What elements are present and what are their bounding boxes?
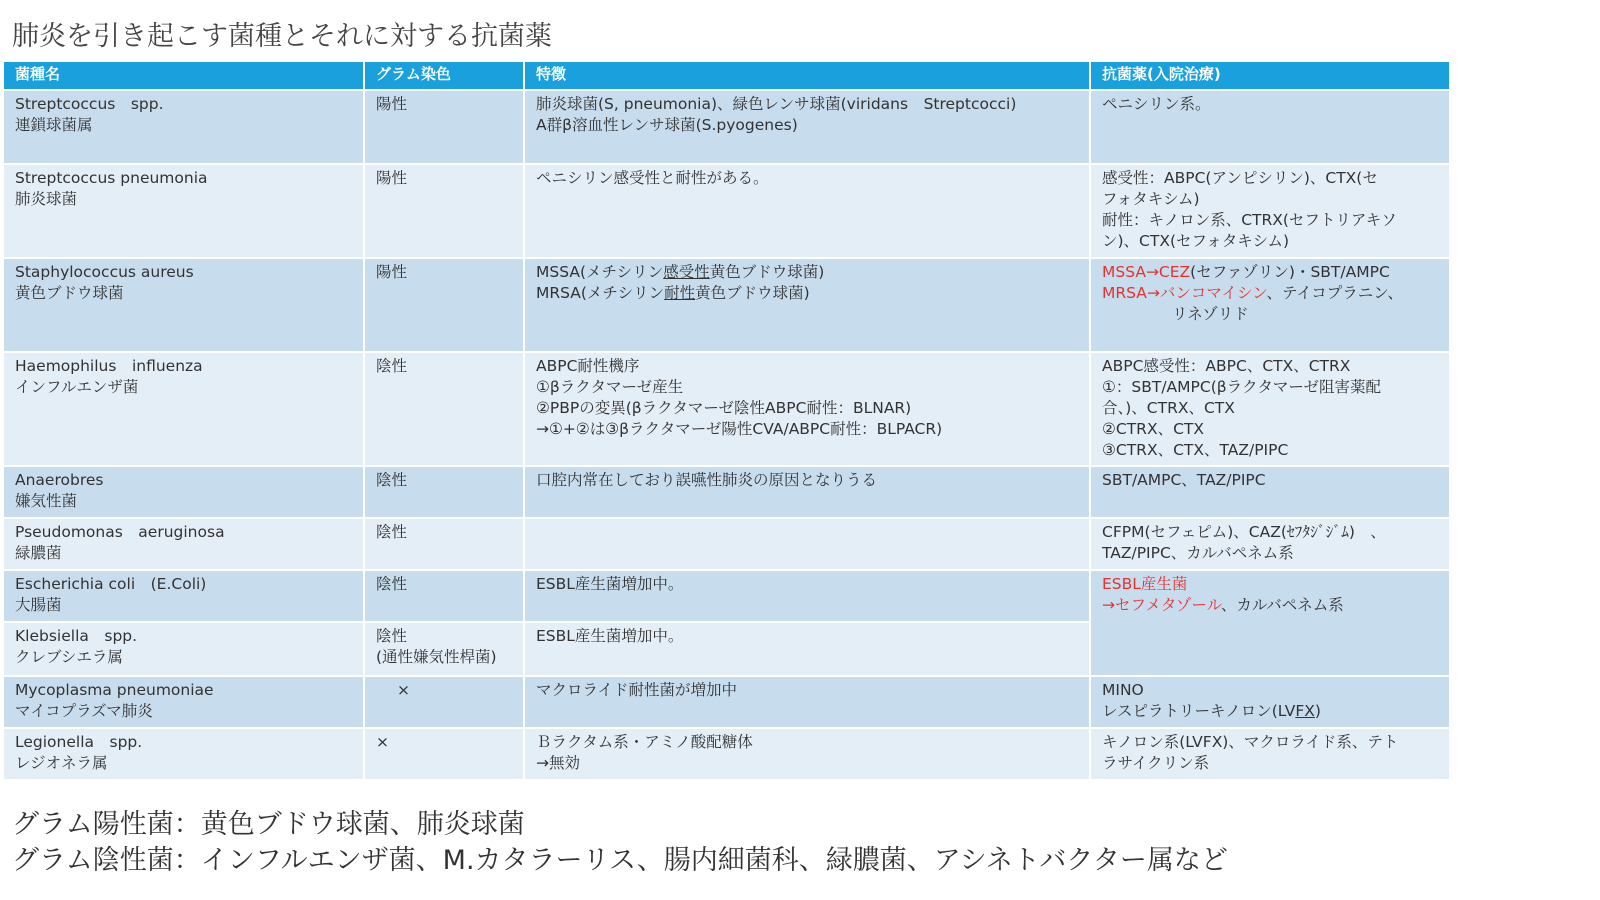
feature-cell: ESBL産生菌増加中。 [524,570,1090,622]
header-features: 特徴 [524,61,1090,90]
species-cell: Staphylococcus aureus 黄色ブドウ球菌 [3,258,364,352]
species-cell: Haemophilus influenza インフルエンザ菌 [3,352,364,466]
footer-gram-negative: グラム陰性菌：インフルエンザ菌、M.カタラーリス、腸内細菌科、緑膿菌、アシネトバクター属など [12,845,1228,876]
header-species: 菌種名 [3,61,364,90]
species-cell: Pseudomonas aeruginosa 緑膿菌 [3,518,364,570]
species-cell: Anaerobres 嫌気性菌 [3,466,364,518]
table-row [3,518,1450,570]
species-cell: Klebsiella spp. クレブシエラ属 [3,622,364,676]
footer-gram-positive: グラム陽性菌：黄色ブドウ球菌、肺炎球菌 [12,809,525,840]
bacteria-antibiotics-table [2,60,1451,781]
header-gram-stain: グラム染色 [364,61,524,90]
antibiotic-cell: キノロン系(LVFX)、マクロライド系、テト ラサイクリン系 [1090,728,1450,780]
antibiotic-cell: CFPM(セフェピム)、CAZ(ｾﾌﾀｼﾞｼﾞﾑ) 、 TAZ/PIPC、カルバペネム系 [1090,518,1450,570]
table-row [3,728,1450,780]
feature-cell: Ｂラクタム系・アミノ酸配糖体 →無効 [524,728,1090,780]
table-row [3,258,1450,352]
feature-cell: ABPC耐性機序 ①βラクタマーゼ産生 ②PBPの変異(βラクタマーゼ陰性ABPC耐性：BLNAR) →①+②は③βラクタマーゼ陽性CVA/ABPC耐性：BLPACR) [524,352,1090,466]
antibiotic-cell: MINO レスピラトリーキノロン(LVFX) [1090,676,1450,728]
feature-cell [524,518,1090,570]
table-header-row [3,61,1450,90]
header-antibiotics: 抗菌薬(入院治療) [1090,61,1450,90]
gram-cell: 陰性 [364,352,524,466]
feature-cell: ペニシリン感受性と耐性がある。 [524,164,1090,258]
gram-cell: × [364,728,524,780]
gram-cell: 陰性 (通性嫌気性桿菌) [364,622,524,676]
gram-cell: 陰性 [364,570,524,622]
table-row [3,164,1450,258]
gram-cell: × [364,676,524,728]
table-row [3,466,1450,518]
gram-cell: 陽性 [364,90,524,164]
gram-cell: 陰性 [364,518,524,570]
gram-cell: 陰性 [364,466,524,518]
table-row [3,90,1450,164]
feature-cell: マクロライド耐性菌が増加中 [524,676,1090,728]
antibiotic-cell: SBT/AMPC、TAZ/PIPC [1090,466,1450,518]
antibiotic-cell: ABPC感受性：ABPC、CTX、CTRX ①：SBT/AMPC(βラクタマーゼ阻害薬配 合、)、CTRX、CTX ②CTRX、CTX ③CTRX、CTX、TAZ/PIPC [1090,352,1450,466]
feature-cell: 口腔内常在しており誤嚥性肺炎の原因となりうる [524,466,1090,518]
antibiotic-cell: MSSA→CEZ(セファゾリン)・SBT/AMPC MRSA→バンコマイシン、テイコプラニン、 リネゾリド [1090,258,1450,352]
table-row [3,570,1450,622]
antibiotic-cell: ペニシリン系。 [1090,90,1450,164]
page-title: 肺炎を引き起こす菌種とそれに対する抗菌薬 [12,21,552,52]
gram-cell: 陽性 [364,164,524,258]
gram-cell: 陽性 [364,258,524,352]
feature-cell: MSSA(メチシリン感受性黄色ブドウ球菌) MRSA(メチシリン耐性黄色ブドウ球菌) [524,258,1090,352]
table-row [3,676,1450,728]
antibiotic-cell: 感受性：ABPC(アンピシリン)、CTX(セ フォタキシム) 耐性：キノロン系、CTRX(セフトリアキソ ン)、CTX(セフォタキシム) [1090,164,1450,258]
antibiotic-cell: ESBL産生菌 →セフメタゾール、カルバペネム系 [1090,570,1450,676]
species-cell: Escherichia coli (E.Coli) 大腸菌 [3,570,364,622]
feature-cell: ESBL産生菌増加中。 [524,622,1090,676]
species-cell: Streptcoccus pneumonia 肺炎球菌 [3,164,364,258]
species-cell: Mycoplasma pneumoniae マイコプラズマ肺炎 [3,676,364,728]
feature-cell: 肺炎球菌(S, pneumonia)、緑色レンサ球菌(viridans Streptcocci) A群β溶血性レンサ球菌(S.pyogenes) [524,90,1090,164]
species-cell: Streptcoccus spp. 連鎖球菌属 [3,90,364,164]
table-row [3,352,1450,466]
species-cell: Legionella spp. レジオネラ属 [3,728,364,780]
